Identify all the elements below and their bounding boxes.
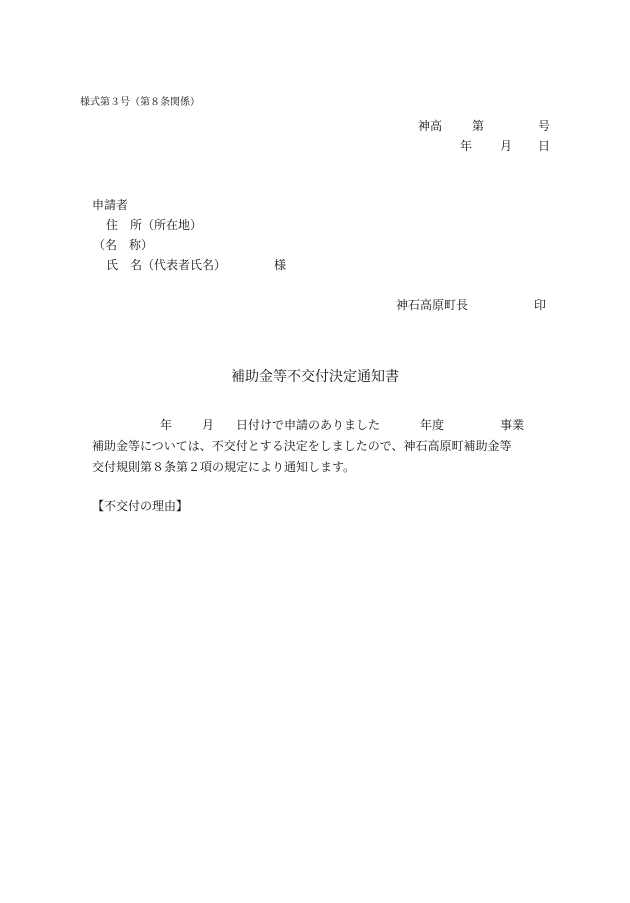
document-title: 補助金等不交付決定通知書 (231, 369, 399, 385)
seal-mark: 印 (533, 298, 546, 312)
reference-go: 号 (537, 119, 550, 133)
applicant-label: 申請者 (92, 198, 129, 212)
issuer-title: 神石高原町長 (395, 298, 468, 312)
date-day: 日 (537, 139, 550, 153)
reference-prefix: 神高 (417, 119, 442, 133)
body-line-3: 交付規則第８条第２項の規定により通知します。 (92, 460, 356, 474)
reference-dai: 第 (471, 119, 484, 133)
honorific: 様 (274, 258, 287, 272)
issue-date (460, 138, 550, 154)
form-number: 様式第３号（第８条関係） (80, 97, 200, 108)
body-mid: 日付けで申請のありました (236, 418, 381, 432)
representative-name-label: 氏 名（代表者氏名） 様 (106, 258, 287, 272)
organization-name-label: （名 称） (93, 238, 154, 252)
address-label: 住 所（所在地） (106, 218, 203, 232)
issuer (396, 297, 546, 313)
reference-number (418, 118, 550, 134)
body-project: 事業 (500, 418, 525, 432)
body-line-1 (92, 417, 554, 433)
date-year: 年 (459, 139, 472, 153)
date-month: 月 (499, 139, 512, 153)
reason-heading: 【不交付の理由】 (92, 499, 189, 513)
body-year: 年 (160, 418, 173, 432)
body-month: 月 (202, 418, 215, 432)
body-fiscal-year: 年度 (420, 418, 445, 432)
body-line-2: 補助金等については、不交付とする決定をしましたので、神石高原町補助金等 (92, 439, 512, 453)
